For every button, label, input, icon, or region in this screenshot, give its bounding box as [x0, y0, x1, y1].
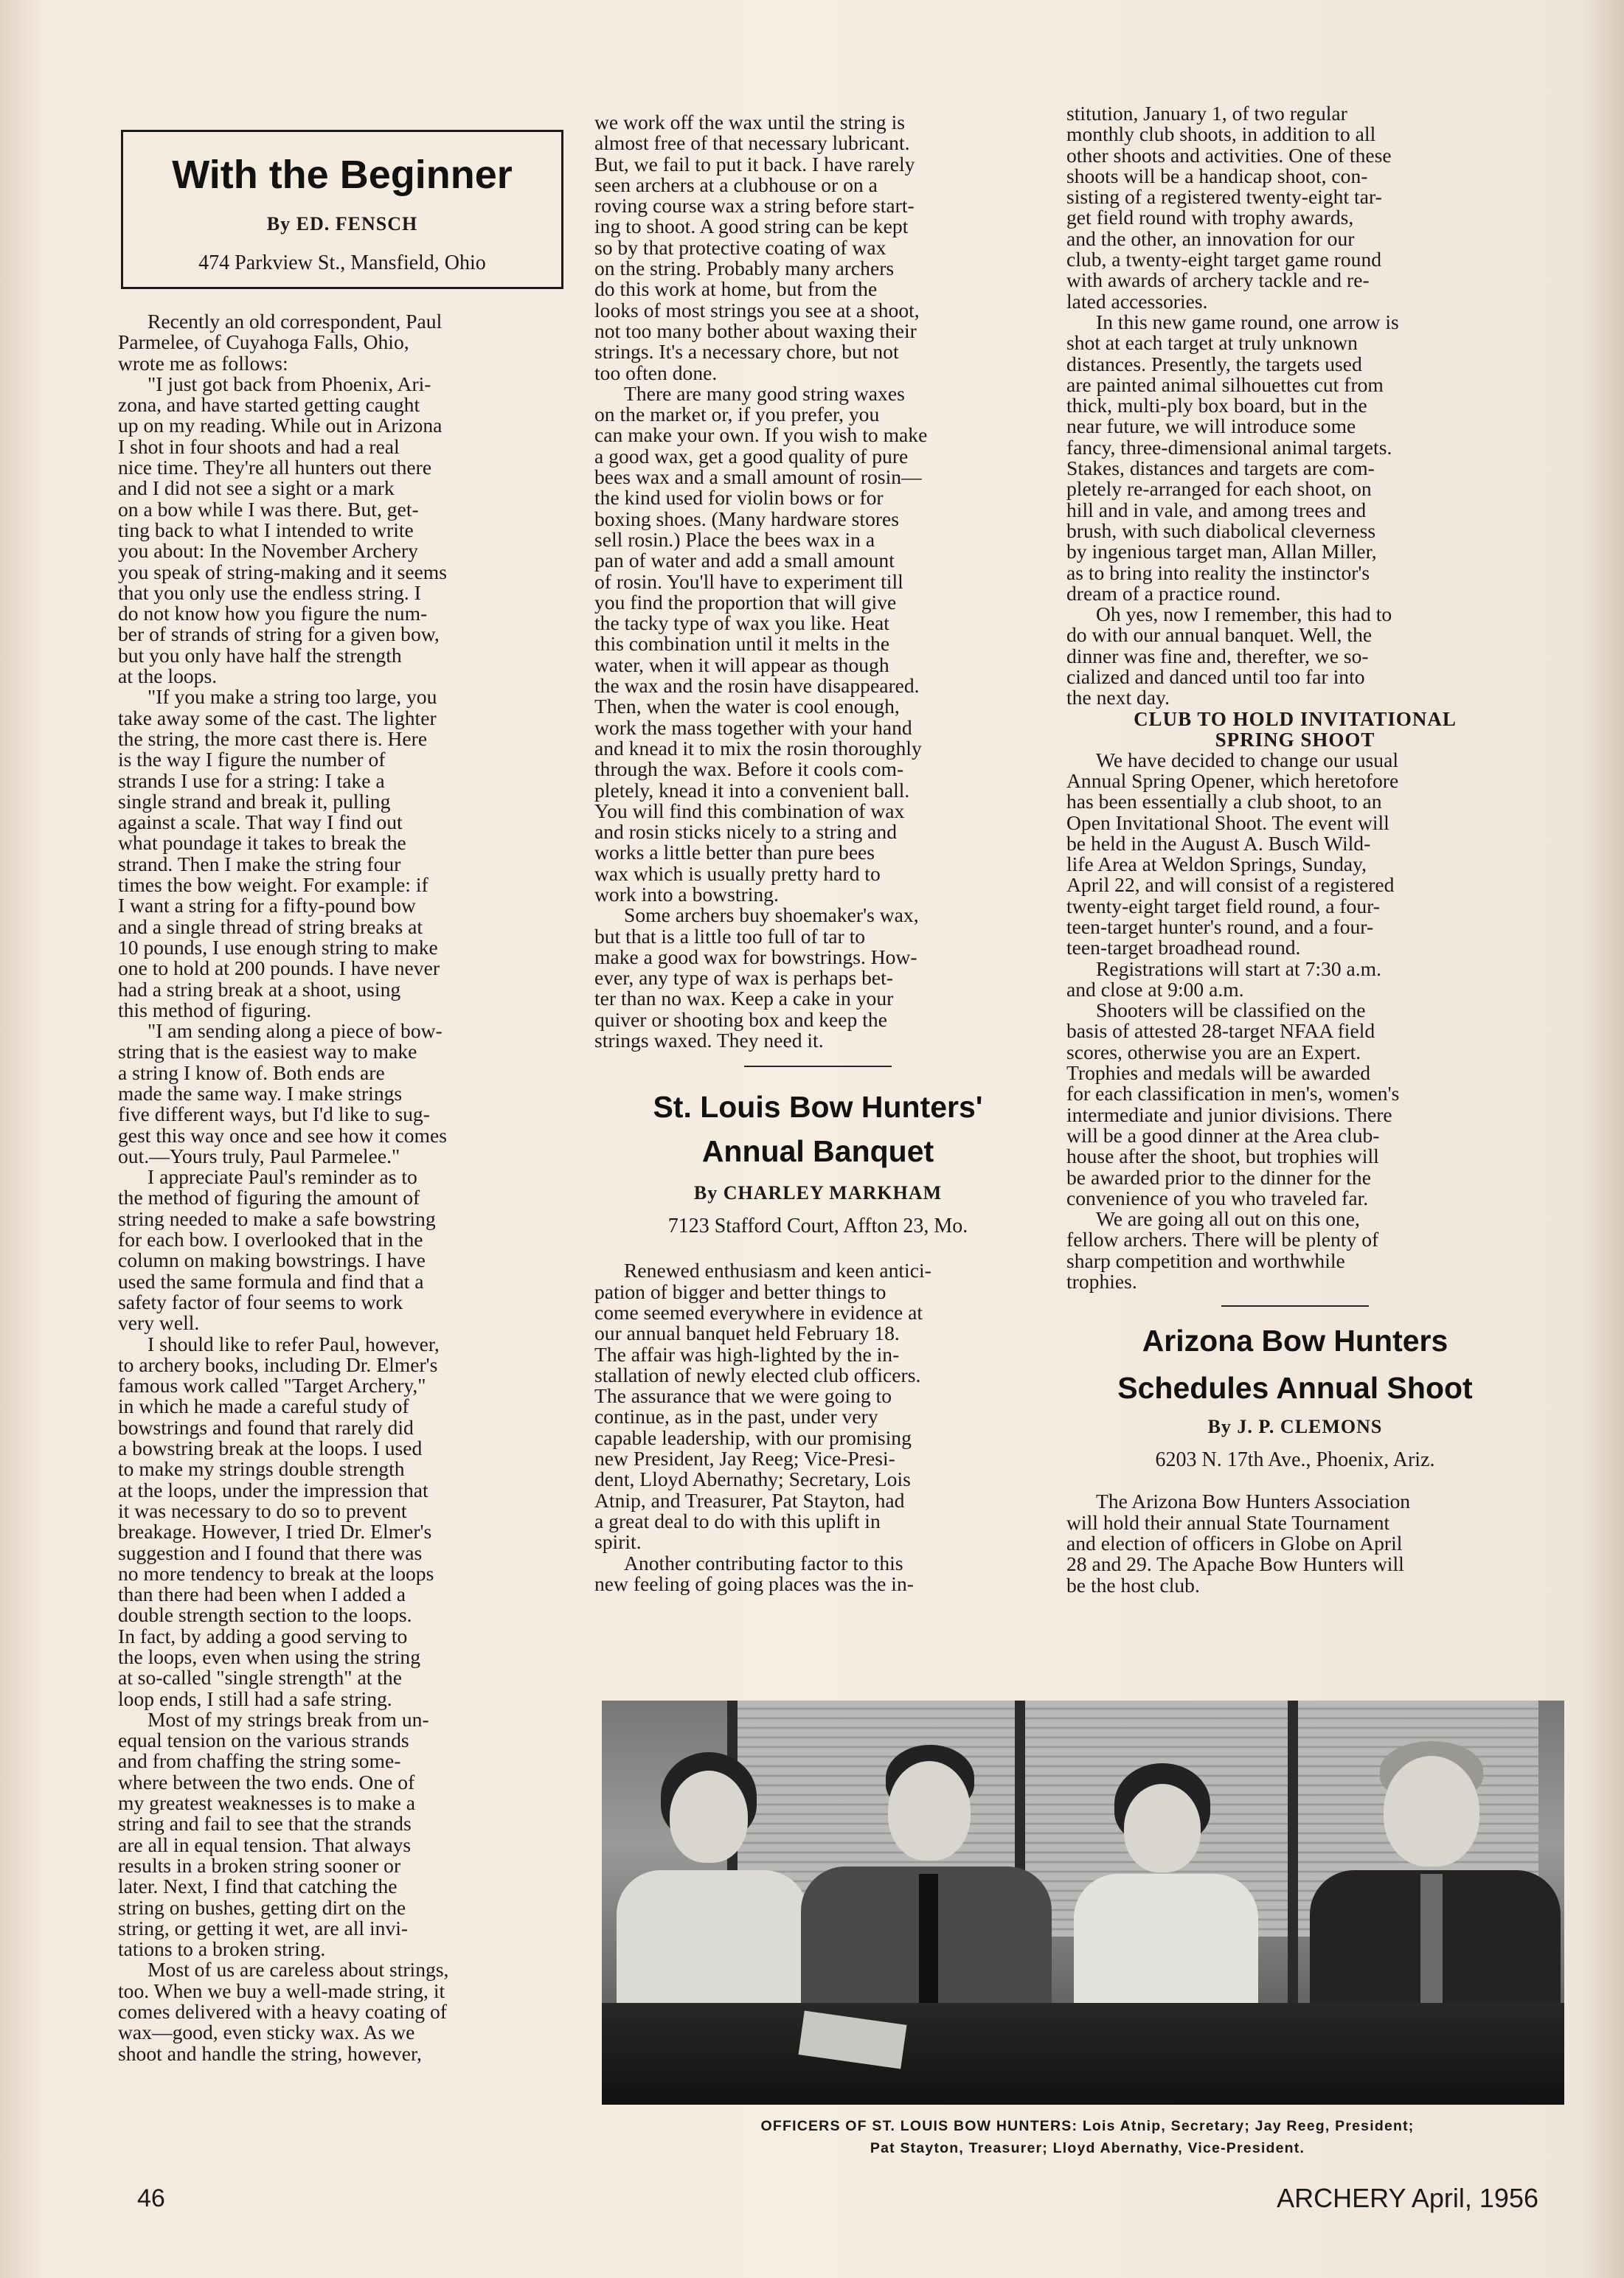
- beginner-paragraph: "If you make a string too large, you take away some of the cast. The lighter the string, the more cast there is. Here is the way I figure the number of strands I use for a string: I take a single strand and break it, pulling against a scale. That way I find out what poundage it takes to break the strand. Then I make the string four times the bow weight. For example: if I want a string for a fifty-pound bow and a single thread of string breaks at 10 pounds, I use enough string to make one to hold at 200 pounds. I have never had a string break at a shoot, using this method of figuring.: [118, 685, 440, 1021]
- page-number: 46: [137, 2184, 165, 2212]
- beginner-paragraph: I should like to refer Paul, however, to archery books, including Dr. Elmer's famous work called "Target Archery," in which he made a careful study of bowstrings and found that rarely did a bowstring break at the loops. I used to make my strings double strength at the loops, under the impression that it was necessary to do so to prevent breakage. However, I tried Dr. Elmer's suggestion and I found that there was no more tendency to break at the loops than there had been when I added a double strength section to the loops. In fact, by adding a good serving to the loops, even when using the string at so-called "single strength" at the loop ends, I still had a safe string.: [118, 1332, 440, 1710]
- section-divider: [744, 1066, 892, 1067]
- arizona-byline: By J. P. CLEMONS: [1207, 1416, 1383, 1438]
- spring-shoot-heading: CLUB TO HOLD INVITATIONAL SPRING SHOOT: [1134, 707, 1457, 751]
- banquet-continued-paragraph: In this new game round, one arrow is shot at each target at truly unknown distances. Presently, the targets used are painted animal silhouettes cut from thick, multi-ply box board, but in the near future, we will introduce some fancy, three-dimensional animal targets. Stakes, distances and targets are com- pletely re-arranged for each shoot, on hill and in vale, and among trees and brush, with such diabolical cleverness by ingenious target man, Allan Miller, as to bring into reality the instinctor's dream of a practice round.: [1066, 310, 1399, 605]
- beginner-paragraph: Most of us are careless about strings, too. When we buy a well-made string, it comes delivered with a heavy coating of wax—good, even sticky wax. As we shoot and handle the string, however,: [118, 1958, 449, 2065]
- arizona-title-line1: Arizona Bow Hunters: [1142, 1324, 1448, 1358]
- beginner-header-box: [121, 130, 563, 289]
- banquet-byline: By CHARLEY MARKHAM: [693, 1182, 943, 1204]
- spring-shoot-paragraph: Shooters will be classified on the basis of attested 28-target NFAA field scores, otherwise you are an Expert. Trophies and medals will be awarded for each classification in men's, women's intermediate and junior divisions. There will be a good dinner at the Area club- house after the shoot, but trophies will be awarded prior to the dinner for the convenience of you who traveled far.: [1066, 999, 1400, 1209]
- arizona-title-line2: Schedules Annual Shoot: [1117, 1371, 1473, 1406]
- wax-paragraph: Some archers buy shoemaker's wax, but that is a little too full of tar to make a good wax for bowstrings. How- ever, any type of wax is perhaps bet- ter than no wax. Keep a cake in your quiver or shooting box and keep the strings waxed. They need it.: [594, 903, 919, 1052]
- photo-caption-line1: OFFICERS OF ST. LOUIS BOW HUNTERS: Lois Atnip, Secretary; Jay Reeg, President;: [760, 2118, 1415, 2134]
- beginner-byline: By ED. FENSCH: [266, 213, 418, 235]
- banquet-paragraph: Another contributing factor to this new feeling of going places was the in-: [594, 1551, 914, 1595]
- photo-caption: [614, 2115, 1561, 2159]
- beginner-paragraph: "I just got back from Phoenix, Ari- zona, and have started getting caught up on my reading. While out in Arizona I shot in four shoots and had a real nice time. They're all hunters out there and I did not see a sight or a mark on a bow while I was there. But, get- ting back to what I intended to write you about: In the November Archery you speak of string-making and it seems that you only use the endless string. I do not know how you figure the num- ber of strands of string for a given bow, but you only have half the strength at the loops.: [118, 372, 448, 688]
- banquet-title-line1: St. Louis Bow Hunters': [653, 1090, 983, 1125]
- banquet-continued-paragraph: stitution, January 1, of two regular monthly club shoots, in addition to all other shoots and activities. One of these shoots will be a handicap shoot, con- sisting of a registered twenty-eight tar- get field round with trophy awards, and the other, an innovation for our club, a twenty-eight target game round with awards of archery tackle and re- lated accessories.: [1066, 102, 1392, 313]
- banquet-paragraph: Renewed enthusiasm and keen antici- pation of bigger and better things to come seemed everywhere in evidence at our annual banquet held February 18. The affair was high-lighted by the in- stallation of newly elected club officers. The assurance that we were going to continue, as in the past, under very capable leadership, with our promising new President, Jay Reeg; Vice-Presi- dent, Lloyd Abernathy; Secretary, Lois Atnip, and Treasurer, Pat Stayton, had a great deal to do with this uplift in spirit.: [594, 1259, 931, 1554]
- beginner-paragraph: I appreciate Paul's reminder as to the method of figuring the amount of string needed to make a safe bowstring for each bow. I overlooked that in the column on making bowstrings. I have used the same formula and find that a safety factor of four seems to work very well.: [118, 1165, 436, 1335]
- banquet-title-line2: Annual Banquet: [701, 1134, 934, 1169]
- section-divider: [1221, 1305, 1369, 1307]
- wax-paragraph: we work off the wax until the string is almost free of that necessary lubricant. But, we fail to put it back. I have rarely seen archers at a clubhouse or on a roving course wax a string before start- ing to shoot. A good string can be kept so by that protective coating of wax on the string. Probably many archers do this work at home, but from the looks of most strings you see at a shoot, not too many bother about waxing their strings. It's a necessary chore, but not too often done.: [594, 111, 920, 384]
- beginner-paragraph: Most of my strings break from un- equal tension on the various strands and from chaffing the string some- where between the two ends. One of my greatest weaknesses is to make a string and fail to see that the strands are all in equal tension. That always results in a broken string sooner or later. Next, I find that catching the string on bushes, getting dirt on the string, or getting it wet, are all invi- tations to a broken string.: [118, 1707, 429, 1961]
- officers-photo: [602, 1701, 1564, 2105]
- banquet-continued-paragraph: Oh yes, now I remember, this had to do with our annual banquet. Well, the dinner was fine and, therefter, we so- cialized and danced until too far into the next day.: [1066, 603, 1392, 709]
- arizona-address: 6203 N. 17th Ave., Phoenix, Ariz.: [1155, 1448, 1435, 1472]
- banquet-table: [602, 2003, 1564, 2105]
- wax-paragraph: There are many good string waxes on the market or, if you prefer, you can make your own. If you wish to make a good wax, get a good quality of pure bees wax and a small amount of rosin— the kind used for violin bows or for boxing shoes. (Many hardware stores sell rosin.) Place the bees wax in a pan of water and add a small amount of rosin. You'll have to experiment till you find the proportion that will give the tacky type of wax you like. Heat this combination until it melts in the water, when it will appear as though the wax and the rosin have disappeared. Then, when the water is cool enough, work the mass together with your hand and knead it to mix the rosin thoroughly through the wax. Before it cools com- pletely, knead it into a convenient ball. You will find this combination of wax and rosin sticks nicely to a string and works a little better than pure bees wax which is usually pretty hard to work into a bowstring.: [594, 381, 928, 906]
- spring-shoot-paragraph: We have decided to change our usual Annual Spring Opener, which heretofore has been essentially a club shoot, to an Open Invitational Shoot. The event will be held in the August A. Busch Wild- life Area at Weldon Springs, Sunday, April 22, and will consist of a registered twenty-eight target field round, a four- teen-target hunter's round, and a four- teen-target broadhead round.: [1066, 748, 1399, 959]
- spring-shoot-paragraph: We are going all out on this one, fellow archers. There will be plenty of sharp competition and worthwhile trophies.: [1066, 1207, 1379, 1293]
- column-3: [1066, 103, 1524, 1596]
- beginner-paragraph: Recently an old correspondent, Paul Parmelee, of Cuyahoga Falls, Ohio, wrote me as follows:: [118, 310, 443, 375]
- magazine-footer: ARCHERY April, 1956: [1277, 2183, 1538, 2213]
- photo-caption-line2: Pat Stayton, Treasurer; Lloyd Abernathy, Vice-President.: [870, 2140, 1305, 2156]
- beginner-paragraph: "I am sending along a piece of bow- string that is the easiest way to make a string I know of. Both ends are made the same way. I make strings five different ways, but I'd like to sug- gest this way once and see how it comes out.—Yours truly, Paul Parmelee.": [118, 1019, 447, 1167]
- beginner-title: With the Beginner: [172, 153, 513, 197]
- spring-shoot-paragraph: Registrations will start at 7:30 a.m. and close at 9:00 a.m.: [1066, 956, 1382, 1001]
- column-1: [118, 125, 568, 2064]
- banquet-address: 7123 Stafford Court, Affton 23, Mo.: [667, 1215, 968, 1238]
- column-2: [594, 112, 1041, 1594]
- window-frame: [1288, 1701, 1298, 2010]
- arizona-paragraph: The Arizona Bow Hunters Association will hold their annual State Tournament and election of officers in Globe on April 28 and 29. The Apache Bow Hunters will be the host club.: [1066, 1490, 1411, 1597]
- beginner-address: 474 Parkview St., Mansfield, Ohio: [198, 251, 486, 274]
